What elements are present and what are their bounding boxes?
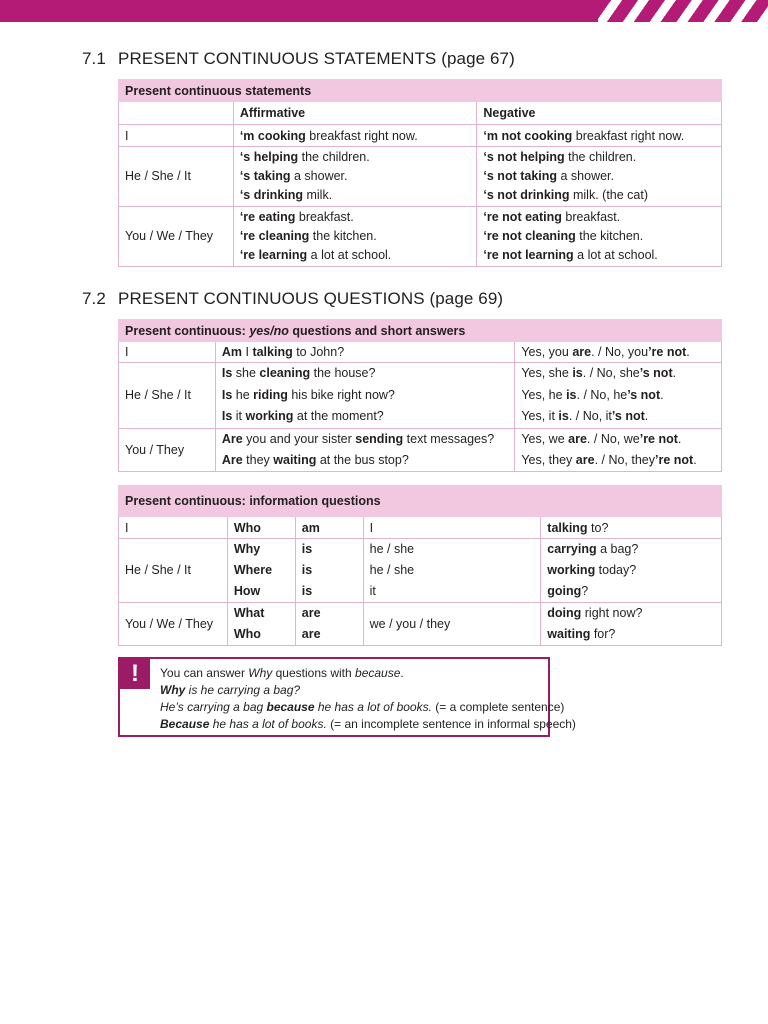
table-title: Present continuous statements xyxy=(119,80,722,102)
ending-cell: carrying a bag? working today? going? xyxy=(541,539,722,603)
exclamation-icon: ! xyxy=(120,659,150,689)
affirmative-cell: ‘m cooking breakfast right now. xyxy=(233,125,477,147)
table-title-row xyxy=(119,320,722,342)
col-affirmative: Affirmative xyxy=(233,102,477,125)
note-line: Because he has a lot of books. (= an incomplete sentence in informal speech) xyxy=(160,717,576,731)
ending-cell: doing right now? waiting for? xyxy=(541,603,722,646)
note-line: He’s carrying a bag because he has a lot of books. (= a complete sentence) xyxy=(160,700,565,714)
table-title-row xyxy=(119,486,722,517)
table-row xyxy=(119,603,722,646)
table-row xyxy=(119,539,722,603)
yes-no-questions-table xyxy=(118,319,722,472)
table-title: Present continuous: information questions xyxy=(119,486,722,517)
wh-word-cell: What Who xyxy=(227,603,295,646)
column-header-row xyxy=(119,102,722,125)
negative-cell: ‘m not cooking breakfast right now. xyxy=(477,125,722,147)
table-row xyxy=(119,207,722,267)
subject-cell: I xyxy=(119,342,216,363)
question-cell: Is she cleaning the house? Is he riding his bike right now? Is it working at the moment? xyxy=(215,363,514,429)
subject-cell: He / She / It xyxy=(119,147,234,207)
wh-word-cell: Why Where How xyxy=(227,539,295,603)
pronoun-cell: he / she he / she it xyxy=(363,539,541,603)
section-title-text: PRESENT CONTINUOUS QUESTIONS (page 69) xyxy=(118,289,504,308)
section-title-text: PRESENT CONTINUOUS STATEMENTS (page 67) xyxy=(118,49,515,68)
col-negative: Negative xyxy=(477,102,722,125)
subject-cell: He / She / It xyxy=(119,539,228,603)
wh-word-cell: Who xyxy=(227,517,295,539)
table-row xyxy=(119,342,722,363)
affirmative-cell: ‘s helping the children. ‘s taking a shower. ‘s drinking milk. xyxy=(233,147,477,207)
subject-cell: You / We / They xyxy=(119,603,228,646)
subject-cell: I xyxy=(119,125,234,147)
table-row xyxy=(119,363,722,429)
subject-cell: You / We / They xyxy=(119,207,234,267)
subject-cell: I xyxy=(119,517,228,539)
answer-cell: Yes, you are. / No, you’re not. xyxy=(515,342,722,363)
table-row xyxy=(119,125,722,147)
negative-cell: ‘re not eating breakfast. ‘re not cleaning the kitchen. ‘re not learning a lot at school. xyxy=(477,207,722,267)
answer-cell: Yes, she is. / No, she’s not. Yes, he is. / No, he’s not. Yes, it is. / No, it’s not. xyxy=(515,363,722,429)
affirmative-cell: ‘re eating breakfast. ‘re cleaning the kitchen. ‘re learning a lot at school. xyxy=(233,207,477,267)
section-number: 7.2 xyxy=(82,289,106,308)
top-banner xyxy=(0,0,768,22)
note-line: You can answer Why questions with because. xyxy=(160,666,404,680)
subject-cell: You / They xyxy=(119,429,216,472)
section-7-2-title xyxy=(82,289,503,309)
pronoun-cell: I xyxy=(363,517,541,539)
note-line: Why is he carrying a bag? xyxy=(160,683,301,697)
pronoun-cell: we / you / they xyxy=(363,603,541,646)
verb-cell: am xyxy=(295,517,363,539)
question-cell: Are you and your sister sending text messages? Are they waiting at the bus stop? xyxy=(215,429,514,472)
table-row xyxy=(119,429,722,472)
verb-cell: is is is xyxy=(295,539,363,603)
question-cell: Am I talking to John? xyxy=(215,342,514,363)
banner-stripes xyxy=(598,0,768,22)
negative-cell: ‘s not helping the children. ‘s not taking a shower. ‘s not drinking milk. (the cat) xyxy=(477,147,722,207)
note-box xyxy=(118,657,576,737)
table-row xyxy=(119,517,722,539)
information-questions-table xyxy=(118,485,722,646)
verb-cell: are are xyxy=(295,603,363,646)
table-row xyxy=(119,147,722,207)
answer-cell: Yes, we are. / No, we’re not. Yes, they are. / No, they’re not. xyxy=(515,429,722,472)
statements-table xyxy=(118,79,722,267)
empty-header-cell xyxy=(119,102,234,125)
table-title-row xyxy=(119,80,722,102)
subject-cell: He / She / It xyxy=(119,363,216,429)
section-number: 7.1 xyxy=(82,49,106,68)
table-title: Present continuous: yes/no questions and short answers xyxy=(119,320,722,342)
section-7-1-title xyxy=(82,49,515,69)
note-text xyxy=(160,665,576,733)
ending-cell: talking to? xyxy=(541,517,722,539)
